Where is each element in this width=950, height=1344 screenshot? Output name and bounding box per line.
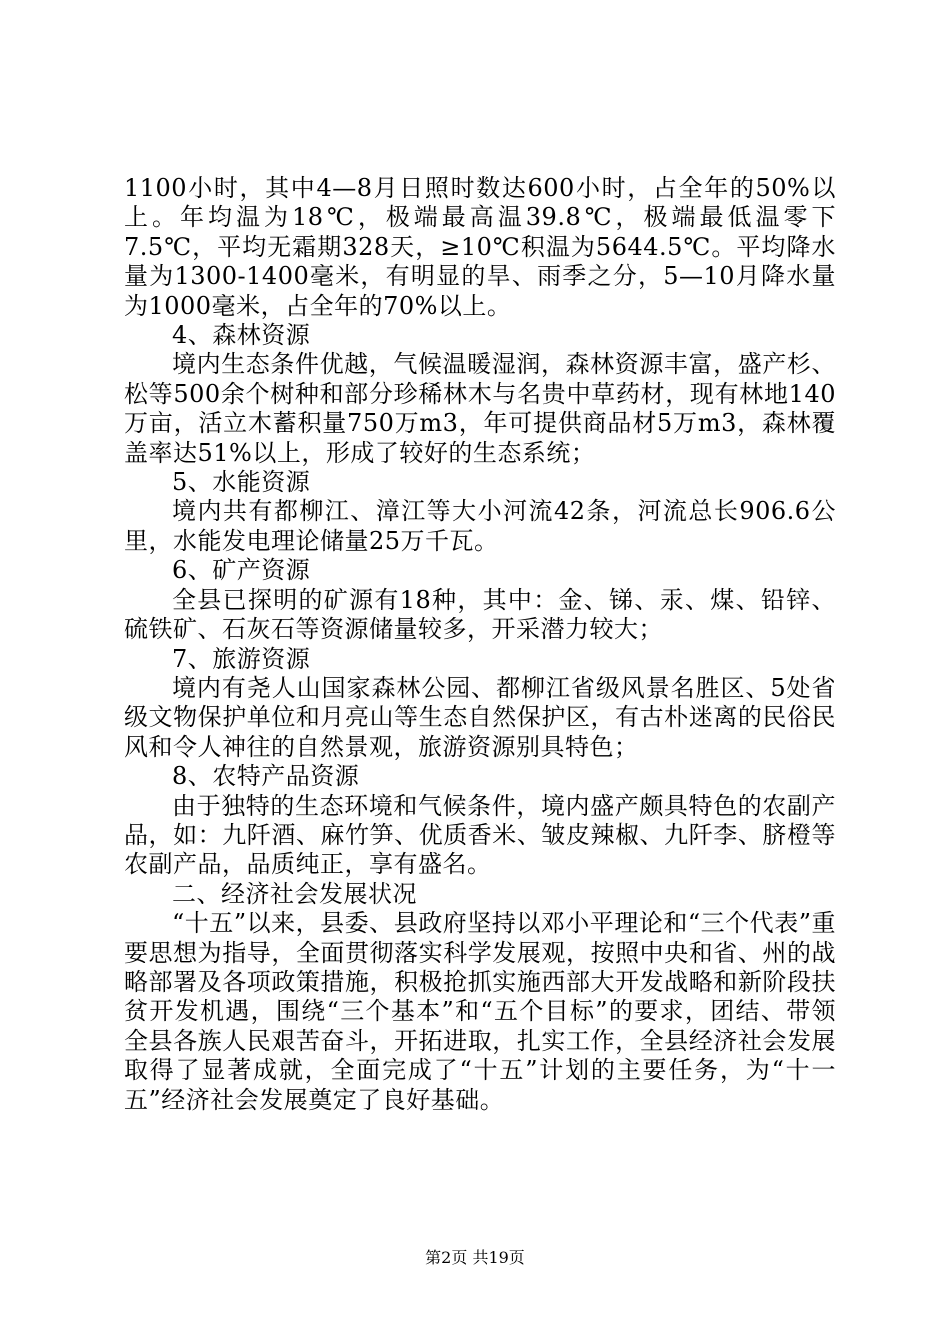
- paragraph-tourism: 境内有尧人山国家森林公园、都柳江省级风景名胜区、5处省级文物保护单位和月亮山等生态自然保护区，有古朴迷离的民俗民风和令人神往的自然景观，旅游资源别具特色；: [124, 673, 836, 761]
- paragraph-climate: 1100小时，其中4—8月日照时数达600小时，占全年的50%以上。年均温为18℃，极端最高温39.8℃，极端最低温零下7.5℃，平均无霜期328天，≥10℃积温为5644.5℃。平均降水量为1300-1400毫米，有明显的旱、雨季之分，5—10月降水量为1000毫米，占全年的70%以上。: [124, 174, 836, 320]
- paragraph-mineral: 全县已探明的矿源有18种，其中：金、锑、汞、煤、铅锌、硫铁矿、石灰石等资源储量较多，开采潜力较大；: [124, 585, 836, 644]
- paragraph-hydro: 境内共有都柳江、漳江等大小河流42条，河流总长906.6公里，水能发电理论储量25万千瓦。: [124, 497, 836, 555]
- page-footer: [0, 1245, 950, 1268]
- paragraph-economy: “十五”以来，县委、县政府坚持以邓小平理论和“三个代表”重要思想为指导，全面贯彻落实科学发展观，按照中央和省、州的战略部署及各项政策措施，积极抢抓实施西部大开发战略和新阶段扶贫开发机遇，围绕“三个基本”和“五个目标”的要求，团结、带领全县各族人民艰苦奋斗，开拓进取，扎实工作，全县经济社会发展取得了显著成就，全面完成了“十五”计划的主要任务，为“十一五”经济社会发展奠定了良好基础。: [124, 909, 836, 1114]
- heading-forest: 4、森林资源: [172, 321, 311, 350]
- heading-economy: 二、经济社会发展状况: [172, 879, 417, 908]
- heading-hydro: 5、水能资源: [172, 468, 311, 497]
- body-text: [124, 174, 836, 1115]
- heading-mineral: 6、矿产资源: [172, 556, 311, 585]
- paragraph-forest: 境内生态条件优越，气候温暖湿润，森林资源丰富，盛产杉、松等500余个树种和部分珍稀林木与名贵中草药材，现有林地140万亩，活立木蓄积量750万m3，年可提供商品材5万m3，森林覆盖率达51%以上，形成了较好的生态系统；: [124, 350, 836, 467]
- heading-tourism: 7、旅游资源: [172, 644, 311, 673]
- heading-agriculture: 8、农特产品资源: [172, 762, 360, 791]
- paragraph-agriculture: 由于独特的生态环境和气候条件，境内盛产颇具特色的农副产品，如：九阡酒、麻竹笋、优质香米、皱皮辣椒、九阡李、脐橙等农副产品，品质纯正，享有盛名。: [124, 791, 836, 879]
- page-number-label: 第2页 共19页: [425, 1248, 525, 1267]
